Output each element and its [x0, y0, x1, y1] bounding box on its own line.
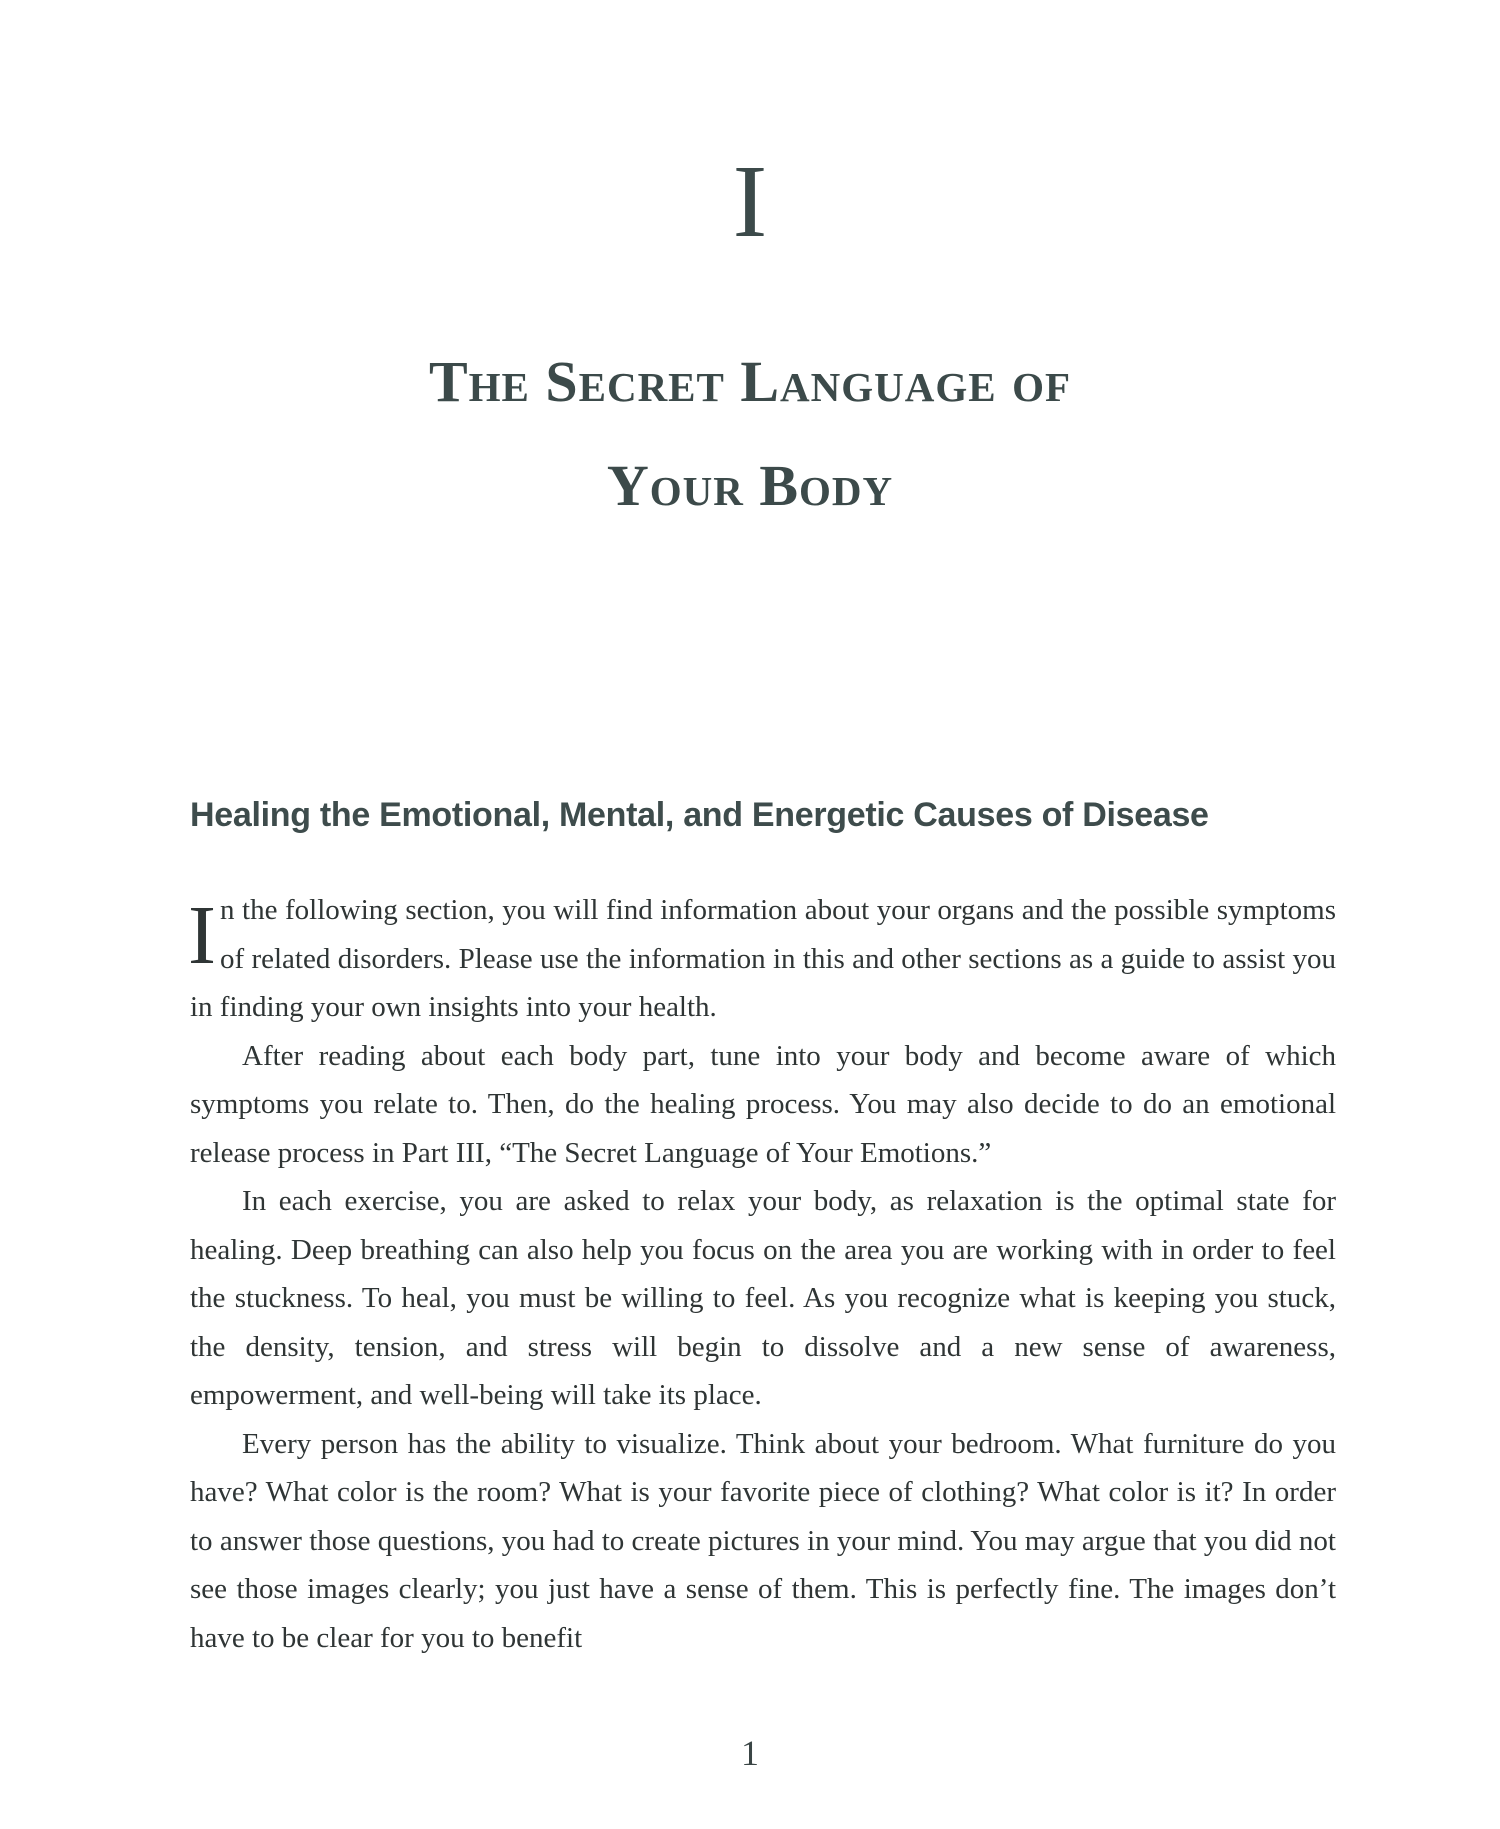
part-title-line-1: The Secret Language of	[428, 349, 1072, 414]
section-heading: Healing the Emotional, Mental, and Energetic Causes of Disease	[190, 796, 1209, 834]
page-number: 1	[741, 1733, 759, 1773]
part-title	[0, 330, 1500, 538]
paragraph-1	[190, 886, 1336, 1032]
paragraph-1-text: n the following section, you will find information about your organs and the possible symptoms of related disorders. Please use the information in this and other sections as a guide to assist you in finding your own insights into your health.	[190, 894, 1336, 1023]
part-numeral: I	[732, 144, 768, 259]
part-title-line-2: Your Body	[606, 453, 894, 518]
paragraph-3: In each exercise, you are asked to relax your body, as relaxation is the optimal state for healing. Deep breathing can also help you focus on the area you are working with in order to feel the stuckness. To heal, you must be willing to feel. As you recognize what is keeping you stuck, the density, tension, and stress will begin to dissolve and a new sense of awareness, empowerment, and well-being will take its place.	[190, 1185, 1336, 1411]
body-text	[190, 886, 1336, 1662]
paragraph-2: After reading about each body part, tune into your body and become aware of which symptoms you relate to. Then, do the healing process. You may also decide to do an emotional release process in Part III, “The Secret Language of Your Emotions.”	[190, 1039, 1336, 1169]
paragraph-4: Every person has the ability to visualize. Think about your bedroom. What furniture do you have? What color is the room? What is your favorite piece of clothing? What color is it? In order to answer those questions, you had to create pictures in your mind. You may argue that you did not see those images clearly; you just have a sense of them. This is perfectly fine. The images don’t have to be clear for you to benefit	[190, 1427, 1336, 1654]
drop-cap: I	[188, 889, 216, 982]
